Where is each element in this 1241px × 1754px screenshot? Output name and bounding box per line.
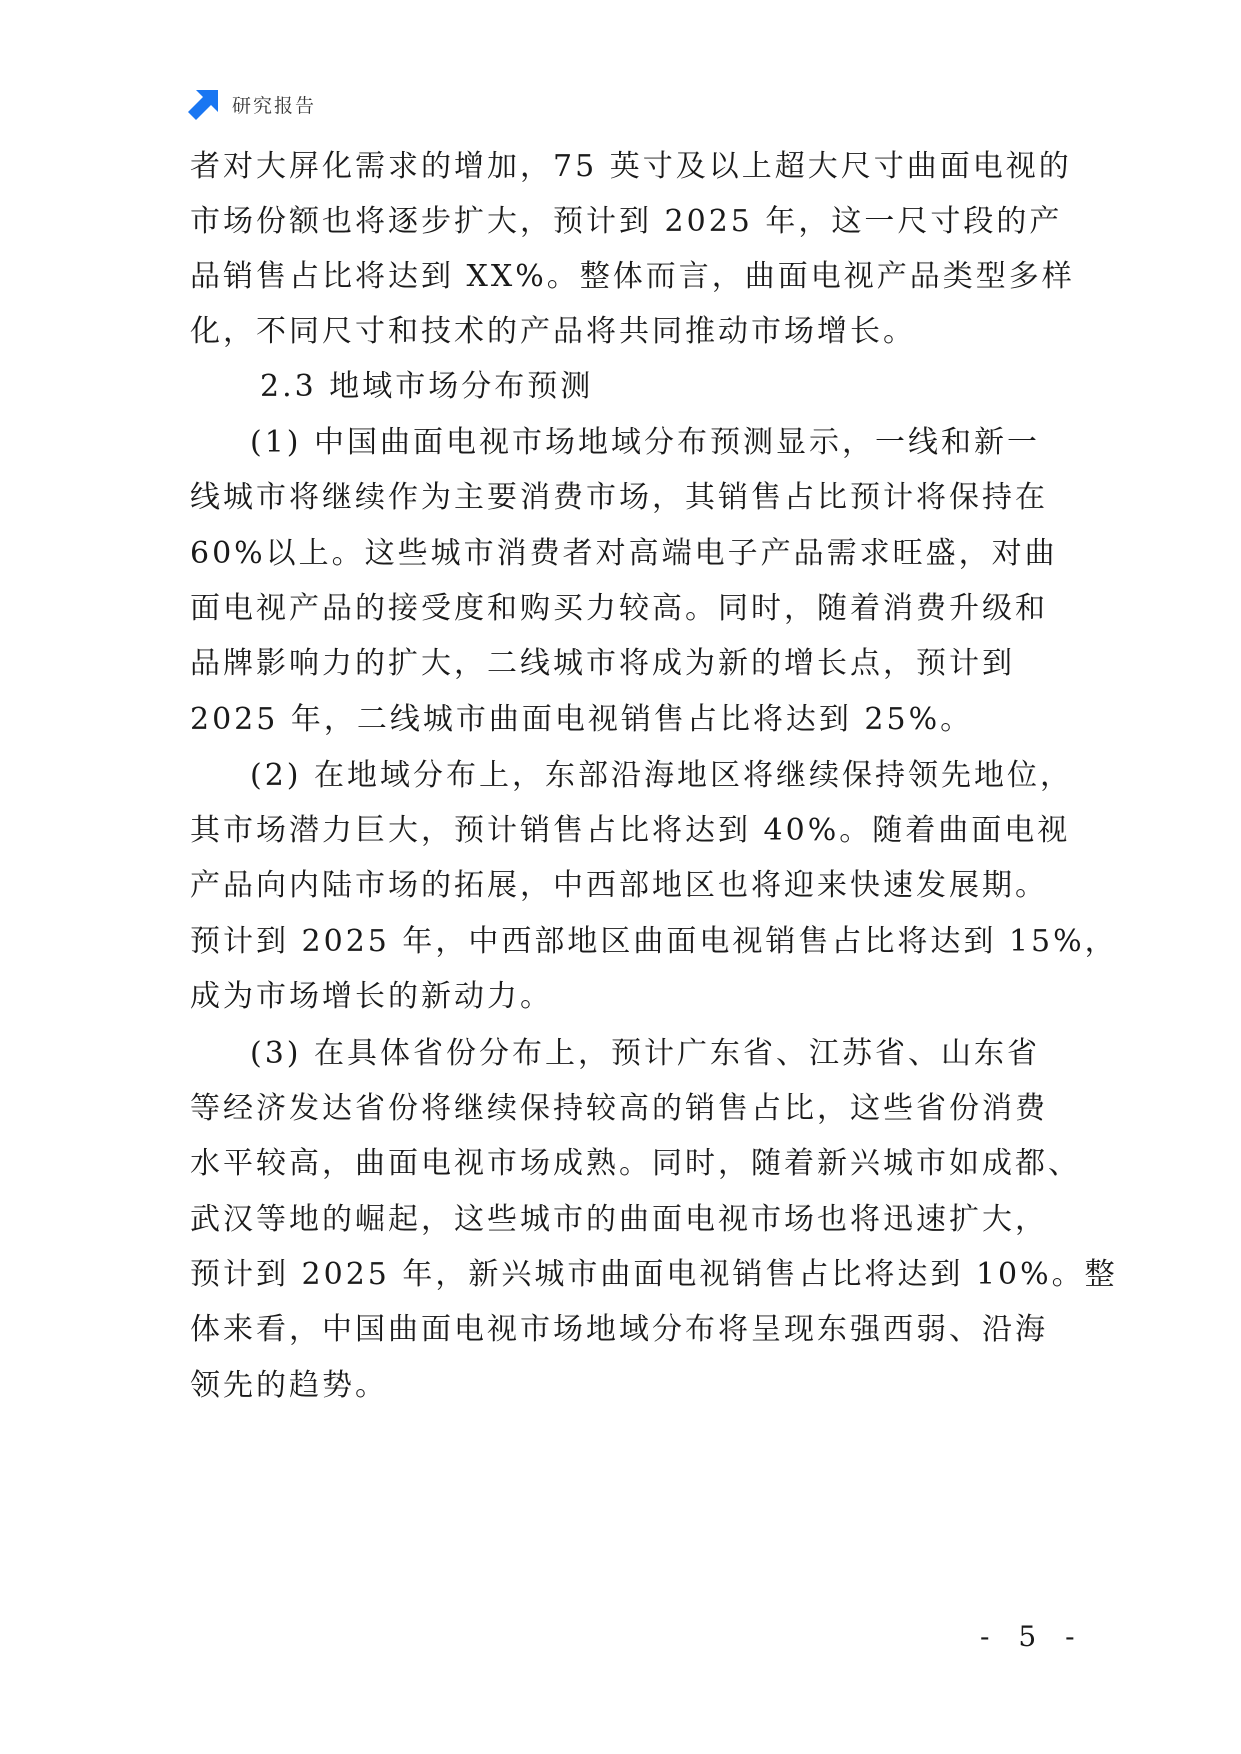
body-line: 60%以上。这些城市消费者对高端电子产品需求旺盛，对曲	[190, 536, 1058, 571]
body-line: (3) 在具体省份分布上，预计广东省、江苏省、山东省	[250, 1036, 1041, 1071]
body-line: 等经济发达省份将继续保持较高的销售占比，这些省份消费	[190, 1091, 1048, 1126]
body-line: (1) 中国曲面电视市场地域分布预测显示，一线和新一	[250, 425, 1041, 460]
body-line: 化，不同尺寸和技术的产品将共同推动市场增长。	[190, 314, 916, 349]
body-line: 武汉等地的崛起，这些城市的曲面电视市场也将迅速扩大，	[190, 1202, 1048, 1237]
page-number: - 5 -	[980, 1620, 1085, 1653]
section-heading: 2.3 地域市场分布预测	[260, 369, 594, 404]
body-line: 成为市场增长的新动力。	[190, 979, 553, 1014]
body-line: 线城市将继续作为主要消费市场，其销售占比预计将保持在	[190, 480, 1048, 515]
body-line: 预计到 2025 年，中西部地区曲面电视销售占比将达到 15%，	[190, 924, 1118, 959]
body-line: 2025 年，二线城市曲面电视销售占比将达到 25%。	[190, 702, 974, 737]
body-line: 面电视产品的接受度和购买力较高。同时，随着消费升级和	[190, 591, 1048, 626]
body-line: 者对大屏化需求的增加，75 英寸及以上超大尺寸曲面电视的	[190, 149, 1072, 184]
header-label: 研究报告	[232, 94, 317, 117]
arrow-up-right-icon	[188, 88, 220, 120]
body-line: 体来看，中国曲面电视市场地域分布将呈现东强西弱、沿海	[190, 1312, 1048, 1347]
body-line: (2) 在地域分布上，东部沿海地区将继续保持领先地位，	[250, 758, 1074, 793]
body-line: 其市场潜力巨大，预计销售占比将达到 40%。随着曲面电视	[190, 813, 1071, 848]
body-line: 品牌影响力的扩大，二线城市将成为新的增长点，预计到	[190, 646, 1015, 681]
body-line: 水平较高，曲面电视市场成熟。同时，随着新兴城市如成都、	[190, 1146, 1081, 1181]
body-line: 产品向内陆市场的拓展，中西部地区也将迎来快速发展期。	[190, 868, 1048, 903]
body-line: 品销售占比将达到 XX%。整体而言，曲面电视产品类型多样	[190, 259, 1075, 294]
page-header	[188, 86, 316, 122]
body-line: 市场份额也将逐步扩大，预计到 2025 年，这一尺寸段的产	[190, 204, 1063, 239]
body-line: 预计到 2025 年，新兴城市曲面电视销售占比将达到 10%。整	[190, 1257, 1118, 1292]
body-line: 领先的趋势。	[190, 1368, 388, 1403]
